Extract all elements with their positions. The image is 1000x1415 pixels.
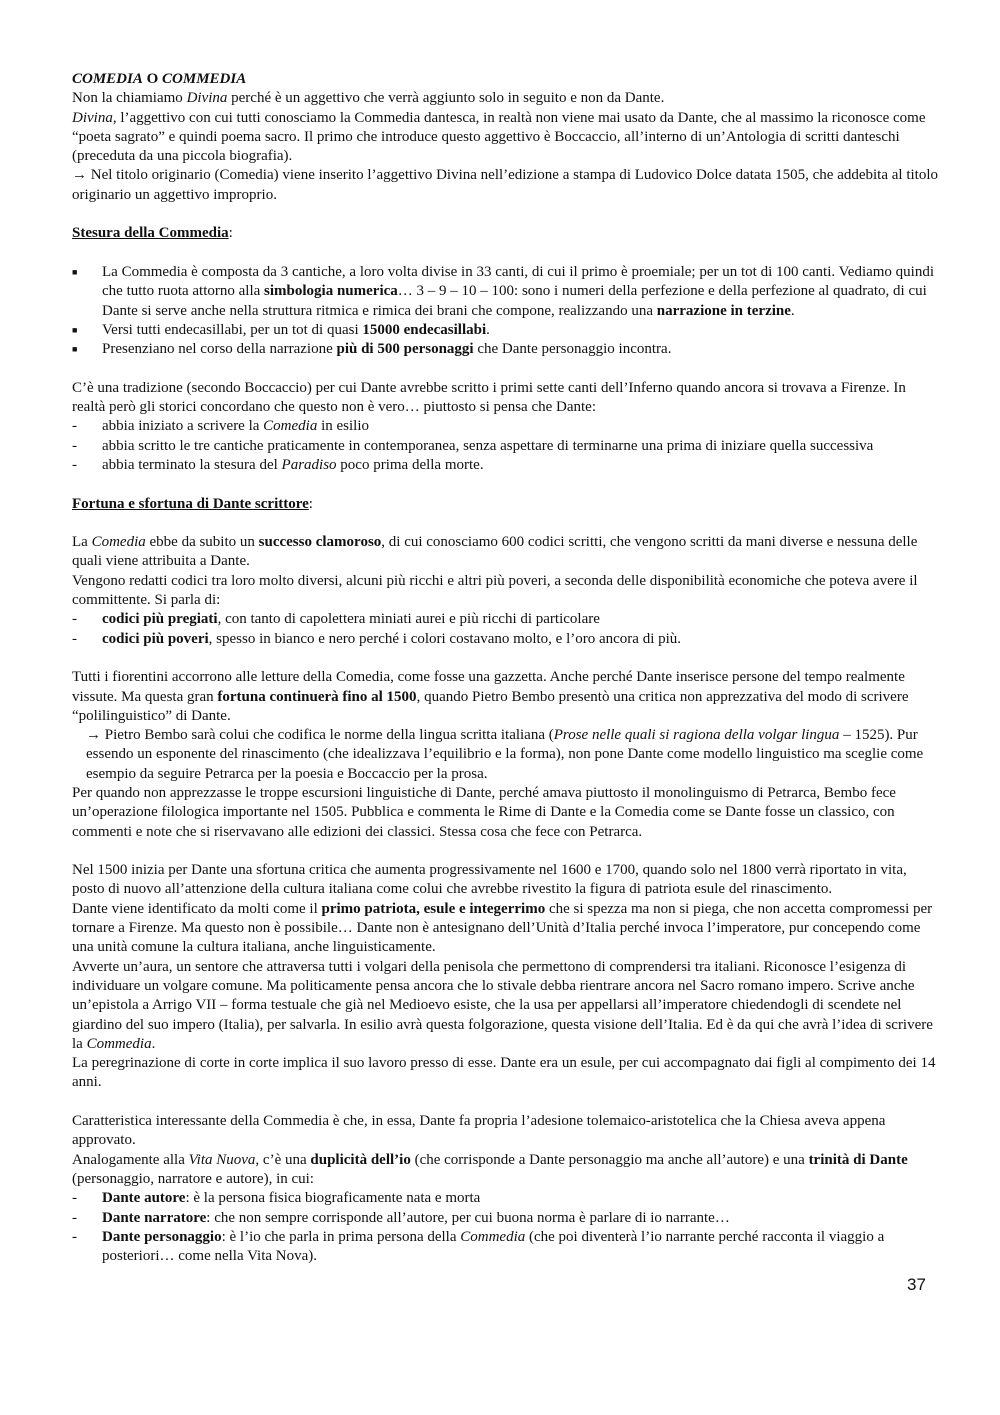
page-number: 37 bbox=[907, 1275, 926, 1294]
arrow-icon: → bbox=[86, 727, 101, 744]
heading-text: Stesura della Commedia bbox=[72, 225, 229, 242]
list-item bbox=[72, 1209, 942, 1228]
italic-run: Commedia bbox=[86, 1035, 152, 1052]
text-run: . bbox=[151, 1035, 156, 1052]
section-heading-fortuna bbox=[72, 495, 942, 514]
title-part1: COMEDIA bbox=[72, 71, 143, 87]
text-run: , l’aggettivo con cui tutti conosciamo la Commedia dantesca, in realtà non viene mai usato da Dante, che al massimo la riconosce come “poeta sagrato” e quindi poema sacro. Il primo che introduce questo aggettivo è Boccaccio, all’interno di un’Antologia di scritti danteschi (preceduta da una piccola biografia). bbox=[72, 109, 926, 165]
italic-run: Commedia bbox=[460, 1228, 526, 1245]
list-item bbox=[72, 630, 942, 649]
dash-bullet: - bbox=[72, 1190, 77, 1207]
square-bullet-icon: ■ bbox=[72, 324, 78, 335]
paragraph bbox=[72, 668, 942, 726]
list-item bbox=[72, 610, 942, 629]
paragraph bbox=[72, 533, 942, 572]
codici-dash-list bbox=[72, 610, 942, 649]
bold-run: codici più pregiati bbox=[102, 611, 218, 628]
paragraph: Nel 1500 inizia per Dante una sfortuna critica che aumenta progressivamente nel 1600 e 1700, quando solo nel 1800 verrà riportato in vita, posto di nuovo all’attenzione della cultura italiana come colui che avrebbe rivestito la figura di patriota esule del rinascimento. bbox=[72, 862, 907, 898]
dash-bullet: - bbox=[72, 1209, 77, 1226]
intro-line-1 bbox=[72, 89, 942, 108]
list-item bbox=[72, 340, 942, 359]
text-run: , quando Pietro Bembo presentò una critica non apprezzativa del modo di scrivere “polilinguistico” di Dante. bbox=[72, 688, 909, 724]
text-run: , c’è una bbox=[255, 1151, 311, 1168]
text-run: , di cui conosciamo 600 codici scritti, che vengono scritti da mani diverse e nessuna delle quali viene attribuita a Dante. bbox=[72, 534, 918, 570]
square-bullet-icon: ■ bbox=[72, 344, 78, 355]
page-content bbox=[72, 70, 942, 1266]
bold-run: Dante autore bbox=[102, 1190, 186, 1207]
bold-run: trinità di Dante bbox=[808, 1151, 908, 1168]
paragraph: Per quando non apprezzasse le troppe escursioni linguistiche di Dante, perché amava piuttosto il monolinguismo di Petrarca, Bembo fece un’operazione filologica importante nel 1505. Pubblica e commenta le Rime di Dante e la Comedia come se Dante fosse un classico, con commenti e note che si riservavano alle edizioni dei classici. Stessa cosa che fece con Petrarca. bbox=[72, 784, 896, 840]
text-run: … 3 – 9 – 10 – 100: sono i numeri della perfezione e della perfezione al quadrato, di cui Dante si serve anche nella struttura ritmica e rimica dei brani che compone, realizzando una bbox=[102, 283, 927, 319]
text-run: Non la chiamiamo bbox=[72, 90, 187, 107]
bold-run: fortuna continuerà fino al 1500 bbox=[217, 688, 417, 705]
dash-bullet: - bbox=[72, 611, 77, 628]
italic-run: Comedia bbox=[263, 418, 318, 435]
paragraph bbox=[72, 958, 942, 1054]
list-item bbox=[72, 321, 942, 340]
heading-colon: : bbox=[308, 495, 313, 512]
bold-run: successo clamoroso bbox=[258, 534, 382, 551]
italic-run: Prose nelle quali si ragiona della volgar lingua bbox=[553, 727, 840, 744]
text-run: Tutti i fiorentini accorrono alle letture della Comedia, come fosse una gazzetta. Anche perché Dante inserisce persone del tempo realmente vissute. Ma questa gran bbox=[72, 669, 905, 705]
bold-run: più di 500 personaggi bbox=[336, 341, 474, 358]
text-run: . bbox=[790, 302, 795, 319]
heading-text: Fortuna e sfortuna di Dante scrittore bbox=[72, 495, 309, 512]
list-item bbox=[72, 417, 942, 436]
text-run: Avverte un’aura, un sentore che attraversa tutti i volgari della penisola che permettono di comprendersi tra italiani. Riconosce l’esigenza di individuare un volgare comune. Ma politicamente pensa ancora che lo stivale debba rientrare ancora nel Sacro romano impero. Scrive anche un’epistola a Arrigo VII – forma testuale che già nel Medioevo esiste, che la usa per appellarsi all’imperatore chiedendogli di scendete nel giardino del suo impero (Italia), per salvarla. In esilio avrà questa folgorazione, questa visione dell’Italia. Ed è da qui che avrà l’idea di scrivere la bbox=[72, 958, 933, 1052]
stesura-dash-list bbox=[72, 417, 942, 475]
paragraph: C’è una tradizione (secondo Boccaccio) per cui Dante avrebbe scritto i primi sette canti dell’Inferno quando ancora si trovava a Firenze. In realtà però gli storici concordano che questo non è vero… piuttosto si pensa che Dante: bbox=[72, 379, 906, 416]
bold-run: simbologia numerica bbox=[264, 283, 398, 300]
text-run: abbia terminato la stesura del bbox=[102, 456, 282, 473]
text-run: – 1525). Pur essendo un esponente del rinascimento (che idealizzava l’equilibrio e la forma), non pone Dante come modello linguistico ma sceglie come esempio da seguire Petrarca per la poesia e Boccaccio per la prosa. bbox=[86, 727, 924, 782]
italic-run: Divina bbox=[186, 90, 228, 107]
indented-paragraph bbox=[72, 726, 942, 784]
text-run: Versi tutti endecasillabi, per un tot di quasi bbox=[102, 321, 363, 338]
text-run: perché è un aggettivo che verrà aggiunto solo in seguito e non da Dante. bbox=[227, 90, 665, 107]
text-run: Dante viene identificato da molti come il bbox=[72, 900, 322, 917]
text-run: ebbe da subito un bbox=[145, 534, 259, 551]
text-run: , con tanto di capolettera miniati aurei e più ricchi di particolare bbox=[217, 611, 600, 628]
title-part2: COMMEDIA bbox=[162, 71, 247, 87]
text-run: (personaggio, narratore e autore), in cui: bbox=[72, 1170, 314, 1187]
title-connector: O bbox=[142, 71, 163, 87]
italic-run: Vita Nuova bbox=[188, 1151, 256, 1168]
text-run: abbia scritto le tre cantiche praticamente in contemporanea, senza aspettare di terminarne una prima di iniziare quella successiva bbox=[102, 437, 874, 454]
text-run: che Dante personaggio incontra. bbox=[473, 341, 672, 358]
text-run: : che non sempre corrisponde all’autore, per cui buona norma è parlare di io narrante… bbox=[206, 1209, 730, 1226]
dash-bullet: - bbox=[72, 418, 77, 435]
dash-bullet: - bbox=[72, 437, 77, 454]
square-bullet-icon: ■ bbox=[72, 266, 78, 277]
text-run: . bbox=[486, 321, 490, 338]
bold-run: Dante narratore bbox=[102, 1209, 207, 1226]
text-run: Nel titolo originario (Comedia) viene inserito l’aggettivo Divina nell’edizione a stampa di Ludovico Dolce datata 1505, che addebita al titolo originario un aggettivo improprio. bbox=[72, 167, 938, 203]
bold-run: narrazione in terzine bbox=[656, 302, 791, 319]
dash-bullet: - bbox=[72, 456, 77, 473]
paragraph: La peregrinazione di corte in corte implica il suo lavoro presso di esse. Dante era un esule, per cui accompagnato dai figli al compimento dei 14 anni. bbox=[72, 1055, 936, 1091]
paragraph bbox=[72, 900, 942, 958]
bold-run: duplicità dell’io bbox=[310, 1151, 411, 1168]
heading-colon: : bbox=[228, 225, 233, 242]
text-run: Presenziano nel corso della narrazione bbox=[102, 341, 337, 358]
italic-run: Divina bbox=[72, 109, 113, 126]
text-run: Pietro Bembo sarà colui che codifica le norme della lingua scritta italiana ( bbox=[101, 727, 554, 744]
bold-run: codici più poveri bbox=[102, 630, 209, 647]
list-item bbox=[72, 1189, 942, 1208]
text-run: in esilio bbox=[317, 418, 370, 435]
intro-line-3 bbox=[72, 166, 942, 205]
dash-bullet: - bbox=[72, 1228, 77, 1245]
text-run: (che corrisponde a Dante personaggio ma anche all’autore) e una bbox=[410, 1151, 809, 1168]
dash-bullet: - bbox=[72, 630, 77, 647]
text-run: che si spezza ma non si piega, che non accetta compromessi per tornare a Firenze. Ma questo non è possibile… Dante non è antesignano dell’Unità d’Italia perché invoca l’imperatore, pur concependo come una unità comune la cultura italiana, anche linguisticamente. bbox=[72, 900, 933, 956]
arrow-icon: → bbox=[72, 167, 87, 184]
list-item bbox=[72, 263, 942, 321]
text-run: Analogamente alla bbox=[72, 1151, 189, 1168]
text-run: abbia iniziato a scrivere la bbox=[102, 418, 264, 435]
list-item bbox=[72, 1228, 942, 1267]
list-item bbox=[72, 456, 942, 475]
paragraph: Caratteristica interessante della Commedia è che, in essa, Dante fa propria l’adesione tolemaico-aristotelica che la Chiesa aveva appena approvato. bbox=[72, 1113, 886, 1149]
intro-line-2 bbox=[72, 109, 942, 167]
text-run: poco prima della morte. bbox=[336, 456, 484, 473]
page-title bbox=[72, 70, 942, 89]
italic-run: Paradiso bbox=[281, 456, 337, 473]
paragraph bbox=[72, 1151, 942, 1190]
bold-run: 15000 endecasillabi bbox=[362, 321, 487, 338]
paragraph: Vengono redatti codici tra loro molto diversi, alcuni più ricchi e altri più poveri, a seconda delle disponibilità economiche che poteva avere il committente. Si parla di: bbox=[72, 572, 918, 609]
text-run: La Commedia è composta da 3 cantiche, a loro volta divise in 33 canti, di cui il primo è proemiale; per un tot di 100 canti. Vediamo quindi che tutto ruota attorno alla bbox=[102, 263, 935, 300]
trinita-dash-list bbox=[72, 1189, 942, 1266]
text-run: , spesso in bianco e nero perché i colori costavano molto, e l’oro ancora di più. bbox=[208, 630, 682, 647]
text-run: (che poi diventerà l’io narrante perché racconta il viaggio a posteriori… come nella Vita Nova). bbox=[102, 1228, 885, 1265]
bold-run: primo patriota, esule e integerrimo bbox=[321, 900, 546, 917]
text-run: : è la persona fisica biograficamente nata e morta bbox=[185, 1190, 481, 1207]
text-run: La bbox=[72, 534, 92, 551]
stesura-bullet-list bbox=[72, 263, 942, 359]
bold-run: Dante personaggio bbox=[102, 1228, 222, 1245]
text-run: : è l’io che parla in prima persona della bbox=[221, 1228, 461, 1245]
italic-run: Comedia bbox=[91, 534, 146, 551]
list-item bbox=[72, 437, 942, 456]
section-heading-stesura bbox=[72, 224, 942, 243]
